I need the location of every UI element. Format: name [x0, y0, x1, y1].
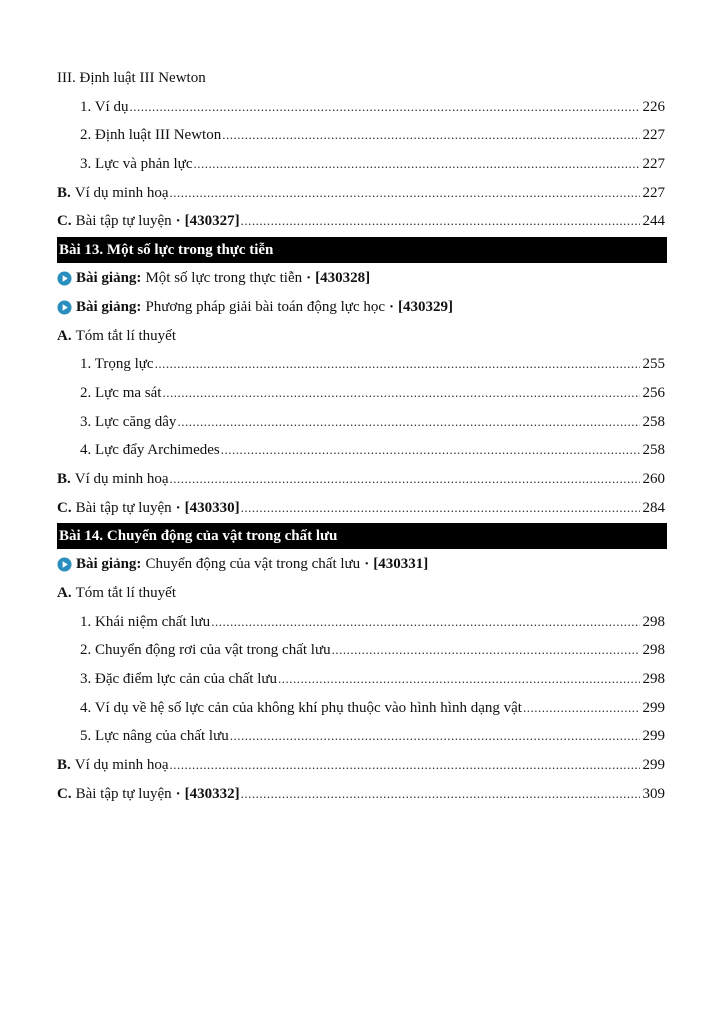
lecture-link[interactable]	[57, 293, 665, 322]
exercise-code: [430330]	[184, 499, 240, 516]
play-circle-icon	[57, 271, 72, 286]
lecture-title: Chuyển động của vật trong chất lưu	[145, 556, 361, 573]
toc-entry-prefix: C.	[57, 499, 72, 516]
toc-entry-title: 3. Lực và phản lực	[80, 156, 193, 173]
toc-page-number: 309	[642, 785, 665, 802]
lecture-code: [430329]	[398, 298, 454, 315]
toc-entry[interactable]	[57, 665, 665, 694]
toc-entry-title: 4. Lực đẩy Archimedes	[80, 442, 220, 459]
toc-entry-title: 2. Định luật III Newton	[80, 127, 222, 144]
toc-page-number: 244	[642, 213, 665, 230]
toc-entry-prefix: B.	[57, 470, 71, 487]
separator-dot: ·	[306, 270, 312, 287]
dot-leader	[222, 121, 640, 150]
lecture-label: Bài giảng:	[76, 298, 142, 315]
toc-page-number: 284	[642, 499, 665, 516]
toc-page-number: 298	[642, 613, 665, 630]
dot-leader	[162, 379, 640, 408]
dot-leader	[170, 465, 640, 494]
lecture-code: [430328]	[315, 270, 371, 287]
dot-leader	[241, 780, 640, 809]
toc-page-number: 299	[642, 757, 665, 774]
dot-leader	[523, 694, 640, 723]
toc-entry[interactable]	[57, 436, 665, 465]
dot-leader	[129, 93, 640, 122]
toc-entry-exercises[interactable]	[57, 207, 665, 236]
toc-entry-prefix: A.	[57, 585, 72, 601]
dot-leader	[278, 665, 640, 694]
lecture-label: Bài giảng:	[76, 556, 142, 573]
toc-entry[interactable]	[57, 694, 665, 723]
toc-page-number: 258	[642, 413, 665, 430]
toc-page-number: 299	[642, 728, 665, 745]
toc-entry-exercises[interactable]	[57, 780, 665, 809]
toc-entry[interactable]	[57, 722, 665, 751]
lesson-14-header[interactable]: Bài 14. Chuyển động của vật trong chất lưu	[57, 523, 667, 549]
toc-entry-examples[interactable]	[57, 465, 665, 494]
dot-leader	[170, 751, 640, 780]
toc-entry-prefix: A.	[57, 327, 72, 344]
dot-leader	[211, 608, 640, 637]
dot-leader	[241, 494, 640, 523]
toc-entry-title: Bài tập tự luyện	[75, 213, 172, 230]
toc-entry-theory[interactable]	[57, 579, 665, 608]
toc-entry-title: 4. Ví dụ về hệ số lực cản của không khí phụ thuộc vào hình hình dạng vật	[80, 699, 522, 716]
toc-entry-examples[interactable]	[57, 751, 665, 780]
separator-dot: ·	[175, 785, 181, 802]
toc-entry-title: Bài tập tự luyện	[75, 785, 172, 802]
toc-entry[interactable]	[57, 150, 665, 179]
toc-entry-title: Tóm tắt lí thuyết	[75, 585, 176, 601]
toc-entry-prefix: C.	[57, 213, 72, 230]
toc-entry-title: 2. Chuyển động rơi của vật trong chất lưu	[80, 642, 331, 659]
toc-page-number: 255	[642, 356, 665, 373]
toc-page-number: 298	[642, 671, 665, 688]
separator-dot: ·	[175, 213, 181, 230]
exercise-code: [430332]	[184, 785, 240, 802]
toc-entry-prefix: C.	[57, 785, 72, 802]
toc-entry-title: 1. Trọng lực	[80, 356, 154, 373]
toc-page-number: 298	[642, 642, 665, 659]
table-of-contents	[57, 64, 665, 809]
lecture-title: Một số lực trong thực tiễn	[145, 270, 303, 287]
dot-leader	[241, 207, 640, 236]
toc-entry-title: Ví dụ minh hoạ	[74, 757, 169, 774]
toc-page-number: 227	[642, 184, 665, 201]
exercise-code: [430327]	[184, 213, 240, 230]
dot-leader	[193, 150, 640, 179]
lecture-title: Phương pháp giải bài toán động lực học	[145, 298, 386, 315]
toc-entry-title: 3. Lực căng dây	[80, 413, 177, 430]
toc-entry-theory[interactable]	[57, 322, 665, 351]
toc-entry[interactable]	[57, 121, 665, 150]
separator-dot: ·	[364, 556, 370, 573]
toc-entry-exercises[interactable]	[57, 494, 665, 523]
toc-entry-title: Bài tập tự luyện	[75, 499, 172, 516]
toc-page-number: 258	[642, 442, 665, 459]
lecture-link[interactable]	[57, 550, 665, 579]
lecture-link[interactable]	[57, 264, 665, 293]
toc-entry-title: 2. Lực ma sát	[80, 384, 162, 401]
toc-page-number: 256	[642, 384, 665, 401]
toc-entry-title: Ví dụ minh hoạ	[74, 470, 169, 487]
dot-leader	[170, 179, 640, 208]
toc-page-number: 260	[642, 470, 665, 487]
lecture-label: Bài giảng:	[76, 270, 142, 287]
toc-entry-title: Tóm tắt lí thuyết	[75, 327, 176, 344]
toc-entry[interactable]	[57, 408, 665, 437]
toc-entry-title: III. Định luật III Newton	[57, 70, 206, 86]
toc-entry-title: Ví dụ minh hoạ	[74, 184, 169, 201]
toc-entry[interactable]	[57, 379, 665, 408]
dot-leader	[230, 722, 640, 751]
toc-page-number: 299	[642, 699, 665, 716]
toc-page-number: 227	[642, 127, 665, 144]
toc-entry[interactable]	[57, 608, 665, 637]
lesson-13-header[interactable]: Bài 13. Một số lực trong thực tiễn	[57, 237, 667, 263]
toc-page-number: 226	[642, 98, 665, 115]
toc-section-heading[interactable]	[57, 64, 665, 93]
separator-dot: ·	[175, 499, 181, 516]
toc-entry-title: 3. Đặc điểm lực cản của chất lưu	[80, 671, 278, 688]
play-circle-icon	[57, 300, 72, 315]
dot-leader	[332, 636, 640, 665]
toc-entry-examples[interactable]	[57, 179, 665, 208]
toc-entry-prefix: B.	[57, 184, 71, 201]
toc-entry-prefix: B.	[57, 757, 71, 774]
toc-entry[interactable]	[57, 350, 665, 379]
toc-entry-title: 1. Ví dụ	[80, 98, 129, 115]
toc-entry[interactable]	[57, 93, 665, 122]
dot-leader	[155, 350, 640, 379]
toc-page-number: 227	[642, 156, 665, 173]
toc-entry[interactable]	[57, 636, 665, 665]
dot-leader	[177, 408, 640, 437]
separator-dot: ·	[389, 298, 395, 315]
toc-entry-title: 1. Khái niệm chất lưu	[80, 613, 211, 630]
play-circle-icon	[57, 557, 72, 572]
dot-leader	[221, 436, 640, 465]
toc-entry-title: 5. Lực nâng của chất lưu	[80, 728, 229, 745]
lecture-code: [430331]	[373, 556, 429, 573]
